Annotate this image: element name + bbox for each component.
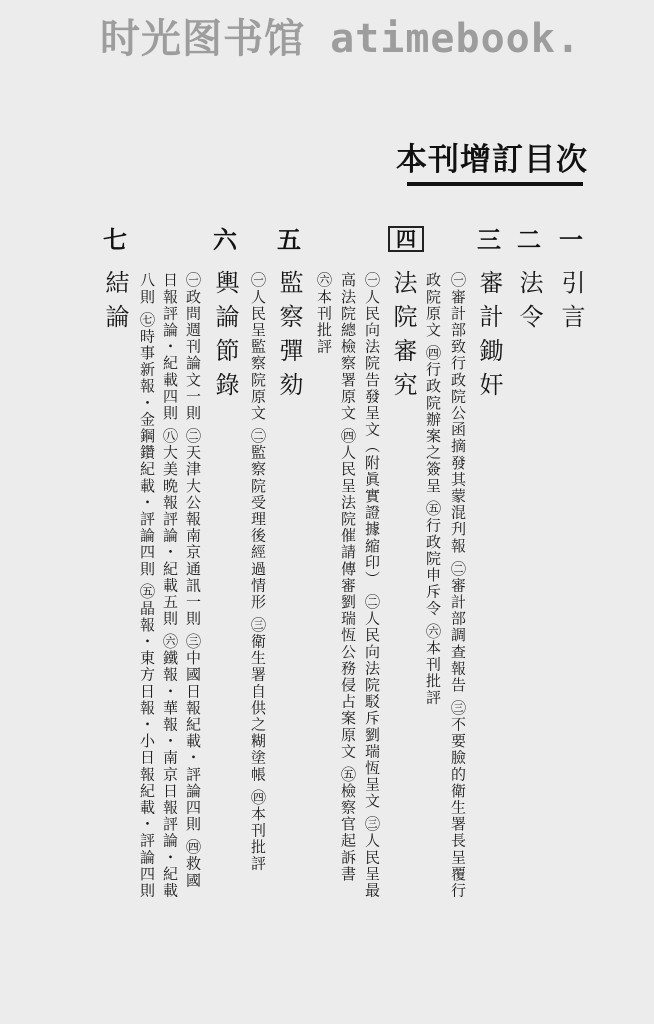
- section-number: 七: [103, 226, 127, 254]
- section-heading: 審計鋤奸: [475, 270, 503, 406]
- page-title: 本刊增訂目次: [396, 142, 588, 178]
- section-item-line: ㊅本刊批評: [315, 272, 333, 355]
- section-number: 五: [277, 226, 301, 254]
- section-number: 一: [559, 226, 583, 254]
- watermark-text: 时光图书馆 atimebook.: [100, 16, 581, 62]
- section-number: 三: [477, 226, 501, 254]
- section-heading: 結論: [101, 270, 129, 338]
- section-number: 四: [388, 226, 424, 252]
- section-heading: 監察彈劾: [275, 270, 303, 406]
- section-number: 二: [517, 226, 541, 254]
- section-item-line: 日報評論・紀載四則 ㊇大美晩報評論・紀載五則 ㊅鐵報・華報・南京日報評論・紀載: [161, 272, 179, 899]
- section-item-line: ㊀人民向法院告發呈文（附眞實證據縮印） ㊁人民向法院駁斥劉瑞恆呈文 ㊂人民呈最: [363, 272, 381, 899]
- section-item-line: ㊀人民呈監察院原文 ㊁監察院受理後經過情形 ㊂衛生署自供之糊塗帳 ㊃本刊批評: [249, 272, 267, 873]
- section-heading: 輿論節錄: [211, 270, 239, 406]
- section-item-line: ㊀政問週刊論文一則 ㊁天津大公報南京通訊一則 ㊂中國日報紀載・評論四則 ㊃救國: [184, 272, 202, 889]
- section-heading: 引言: [557, 270, 585, 338]
- section-item-line: ㊀審計部致行政院公函摘發其蒙混刋報 ㊁審計部調查報告 ㊂不要臉的衛生署長呈覆行: [449, 272, 467, 899]
- title-underline: [407, 182, 583, 186]
- section-heading: 法院審究: [389, 270, 417, 406]
- section-item-line: 八則 ㊆時事新報・金鋼鑽紀載・評論四則 ㊄晶報・東方日報・小日報紀載・評論四則: [138, 272, 156, 899]
- section-item-line: 政院原文 ㊃行政院辦案之簽呈 ㊄行政院申斥令 ㊅本刊批評: [424, 272, 442, 707]
- section-number: 六: [213, 226, 237, 254]
- section-heading: 法令: [515, 270, 543, 338]
- section-item-line: 高法院總檢察署原文 ㊃人民呈法院催請傳審劉瑞恆公務侵占案原文 ㊄檢察官起訴書: [339, 272, 357, 883]
